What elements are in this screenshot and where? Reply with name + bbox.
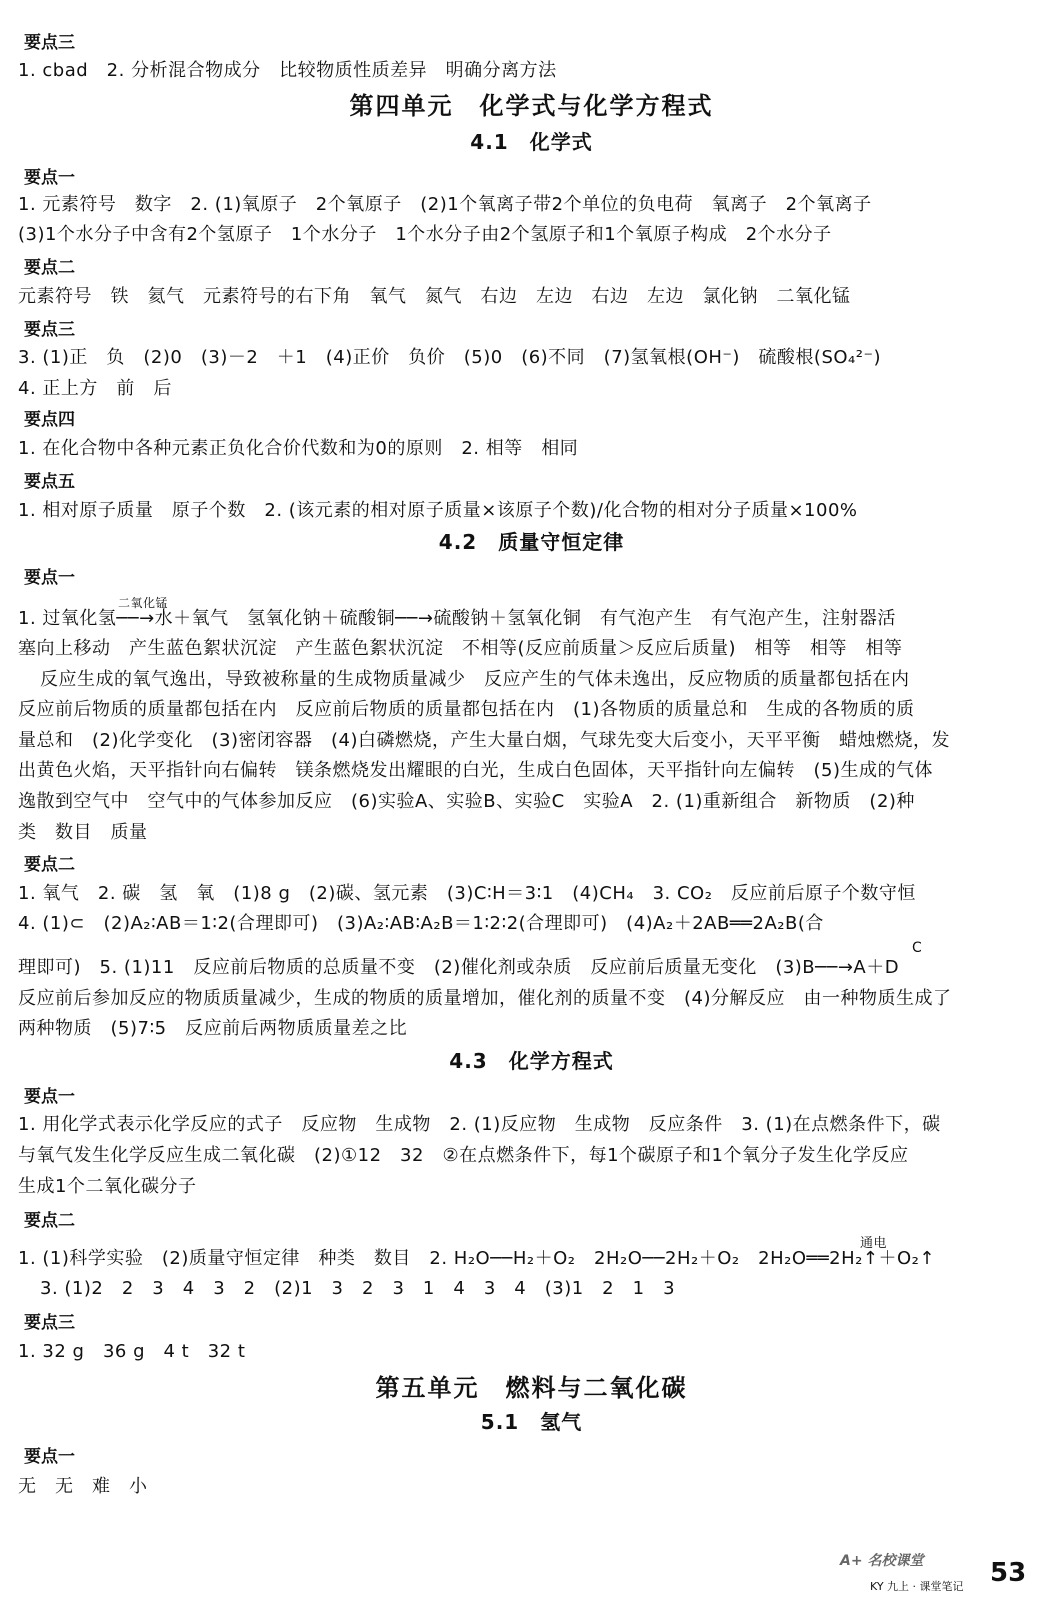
unit-4-title: 第四单元 化学式与化学方程式 (349, 92, 714, 120)
book-code: KY 九上 · 课堂笔记 (870, 1580, 964, 1593)
heading-keypoint-1: 要点一 (24, 168, 75, 188)
answer-line: 理即可) 5. (1)11 反应前后物质的总质量不变 (2)催化剂或杂质 反应前后质量无变化 (3)B──→A＋D (18, 957, 900, 978)
publisher-logo: A+ 名校课堂 (840, 1553, 924, 1569)
answer-line: 1. (1)科学实验 (2)质量守恒定律 种类 数目 2. H₂O──H₂＋O₂ 2H₂O──2H₂＋O₂ 2H₂O══2H₂↑＋O₂↑ (18, 1248, 935, 1269)
heading-keypoint-1: 要点一 (24, 1447, 75, 1467)
answer-line: 出黄色火焰，天平指针向右偏转 镁条燃烧发出耀眼的白光，生成白色固体，天平指针向左偏转 (5)生成的气体 (18, 760, 933, 781)
answer-line: 1. cbad 2. 分析混合物成分 比较物质性质差异 明确分离方法 (18, 60, 557, 81)
heading-keypoint-2: 要点二 (24, 855, 75, 875)
answer-line: 1. 相对原子质量 原子个数 2. (该元素的相对原子质量×该原子个数)/化合物的相对分子质量×100% (18, 500, 858, 521)
answer-line: 4. 正上方 前 后 (18, 378, 172, 399)
heading-keypoint-2: 要点二 (24, 258, 75, 278)
answer-line: 1. 32 g 36 g 4 t 32 t (18, 1341, 246, 1362)
answer-line: (3)1个水分子中含有2个氢原子 1个水分子 1个水分子由2个氢原子和1个氧原子构成 2个水分子 (18, 224, 832, 245)
section-5-1-title: 5.1 氢气 (480, 1410, 583, 1434)
answer-line: 1. 用化学式表示化学反应的式子 反应物 生成物 2. (1)反应物 生成物 反应条件 3. (1)在点燃条件下，碳 (18, 1114, 941, 1135)
answer-line: 4. (1)⊂ (2)A₂∶AB＝1∶2(合理即可) (3)A₂∶AB∶A₂B＝1∶2∶2(合理即可) (4)A₂＋2AB══2A₂B(合 (18, 913, 824, 934)
unit-5-title: 第五单元 燃料与二氧化碳 (375, 1374, 688, 1402)
answer-line: 3. (1)2 2 3 4 3 2 (2)1 3 2 3 1 4 3 4 (3)1 2 1 3 (40, 1278, 676, 1299)
answer-line: 生成1个二氧化碳分子 (18, 1176, 197, 1197)
answer-line: 3. (1)正 负 (2)0 (3)－2 ＋1 (4)正价 负价 (5)0 (6)不同 (7)氢氧根(OH⁻) 硫酸根(SO₄²⁻) (18, 347, 882, 368)
answer-line: 1. 氧气 2. 碳 氢 氧 (1)8 g (2)碳、氢元素 (3)C∶H＝3∶1 (4)CH₄ 3. CO₂ 反应前后原子个数守恒 (18, 883, 916, 904)
heading-keypoint-3: 要点三 (24, 320, 75, 340)
answer-line: 反应前后参加反应的物质质量减少，生成的物质的质量增加，催化剂的质量不变 (4)分解反应 由一种物质生成了 (18, 988, 952, 1009)
answer-line: 1. 元素符号 数字 2. (1)氧原子 2个氧原子 (2)1个氧离子带2个单位的负电荷 氧离子 2个氧离子 (18, 194, 872, 215)
answer-line: 1. 过氧化氢──→水＋氧气 氢氧化钠＋硫酸铜──→硫酸钠＋氢氧化铜 有气泡产生 有气泡产生，注射器活 (18, 608, 896, 629)
answer-line: 塞向上移动 产生蓝色絮状沉淀 产生蓝色絮状沉淀 不相等(反应前质量＞反应后质量) 相等 相等 相等 (18, 638, 903, 659)
answer-line: 1. 在化合物中各种元素正负化合价代数和为0的原则 2. 相等 相同 (18, 438, 579, 459)
answer-line: 类 数目 质量 (18, 822, 148, 843)
section-4-3-title: 4.3 化学方程式 (449, 1049, 614, 1073)
heading-keypoint-2: 要点二 (24, 1211, 75, 1231)
answer-line: 两种物质 (5)7∶5 反应前后两物质质量差之比 (18, 1018, 408, 1039)
section-4-2-title: 4.2 质量守恒定律 (438, 530, 625, 554)
catalyst-label: 二氧化锰 (118, 596, 169, 610)
heading-keypoint-3: 要点三 (24, 1313, 75, 1333)
page-number: 53 (990, 1558, 1027, 1588)
catalyst-label: C (912, 940, 923, 956)
heading-keypoint-3: 要点三 (24, 33, 75, 53)
condition-label: 通电 (860, 1236, 888, 1251)
answer-line: 量总和 (2)化学变化 (3)密闭容器 (4)白磷燃烧，产生大量白烟，气球先变大后变小，天平平衡 蜡烛燃烧，发 (18, 730, 950, 751)
answer-line: 与氧气发生化学反应生成二氧化碳 (2)①12 32 ②在点燃条件下，每1个碳原子和1个氧分子发生化学反应 (18, 1145, 909, 1166)
answer-line: 逸散到空气中 空气中的气体参加反应 (6)实验A、实验B、实验C 实验A 2. (1)重新组合 新物质 (2)种 (18, 791, 915, 812)
answer-line: 无 无 难 小 (18, 1476, 148, 1497)
answer-line: 反应前后物质的质量都包括在内 反应前后物质的质量都包括在内 (1)各物质的质量总和 生成的各物质的质 (18, 699, 915, 720)
section-4-1-title: 4.1 化学式 (470, 130, 593, 154)
heading-keypoint-1: 要点一 (24, 568, 75, 588)
heading-keypoint-4: 要点四 (24, 410, 75, 430)
heading-keypoint-5: 要点五 (24, 472, 75, 492)
answer-line: 反应生成的氧气逸出，导致被称量的生成物质量减少 反应产生的气体未逸出，反应物质的质量都包括在内 (40, 669, 910, 690)
heading-keypoint-1: 要点一 (24, 1087, 75, 1107)
answer-line: 元素符号 铁 氦气 元素符号的右下角 氧气 氮气 右边 左边 右边 左边 氯化钠 二氧化锰 (18, 286, 851, 307)
